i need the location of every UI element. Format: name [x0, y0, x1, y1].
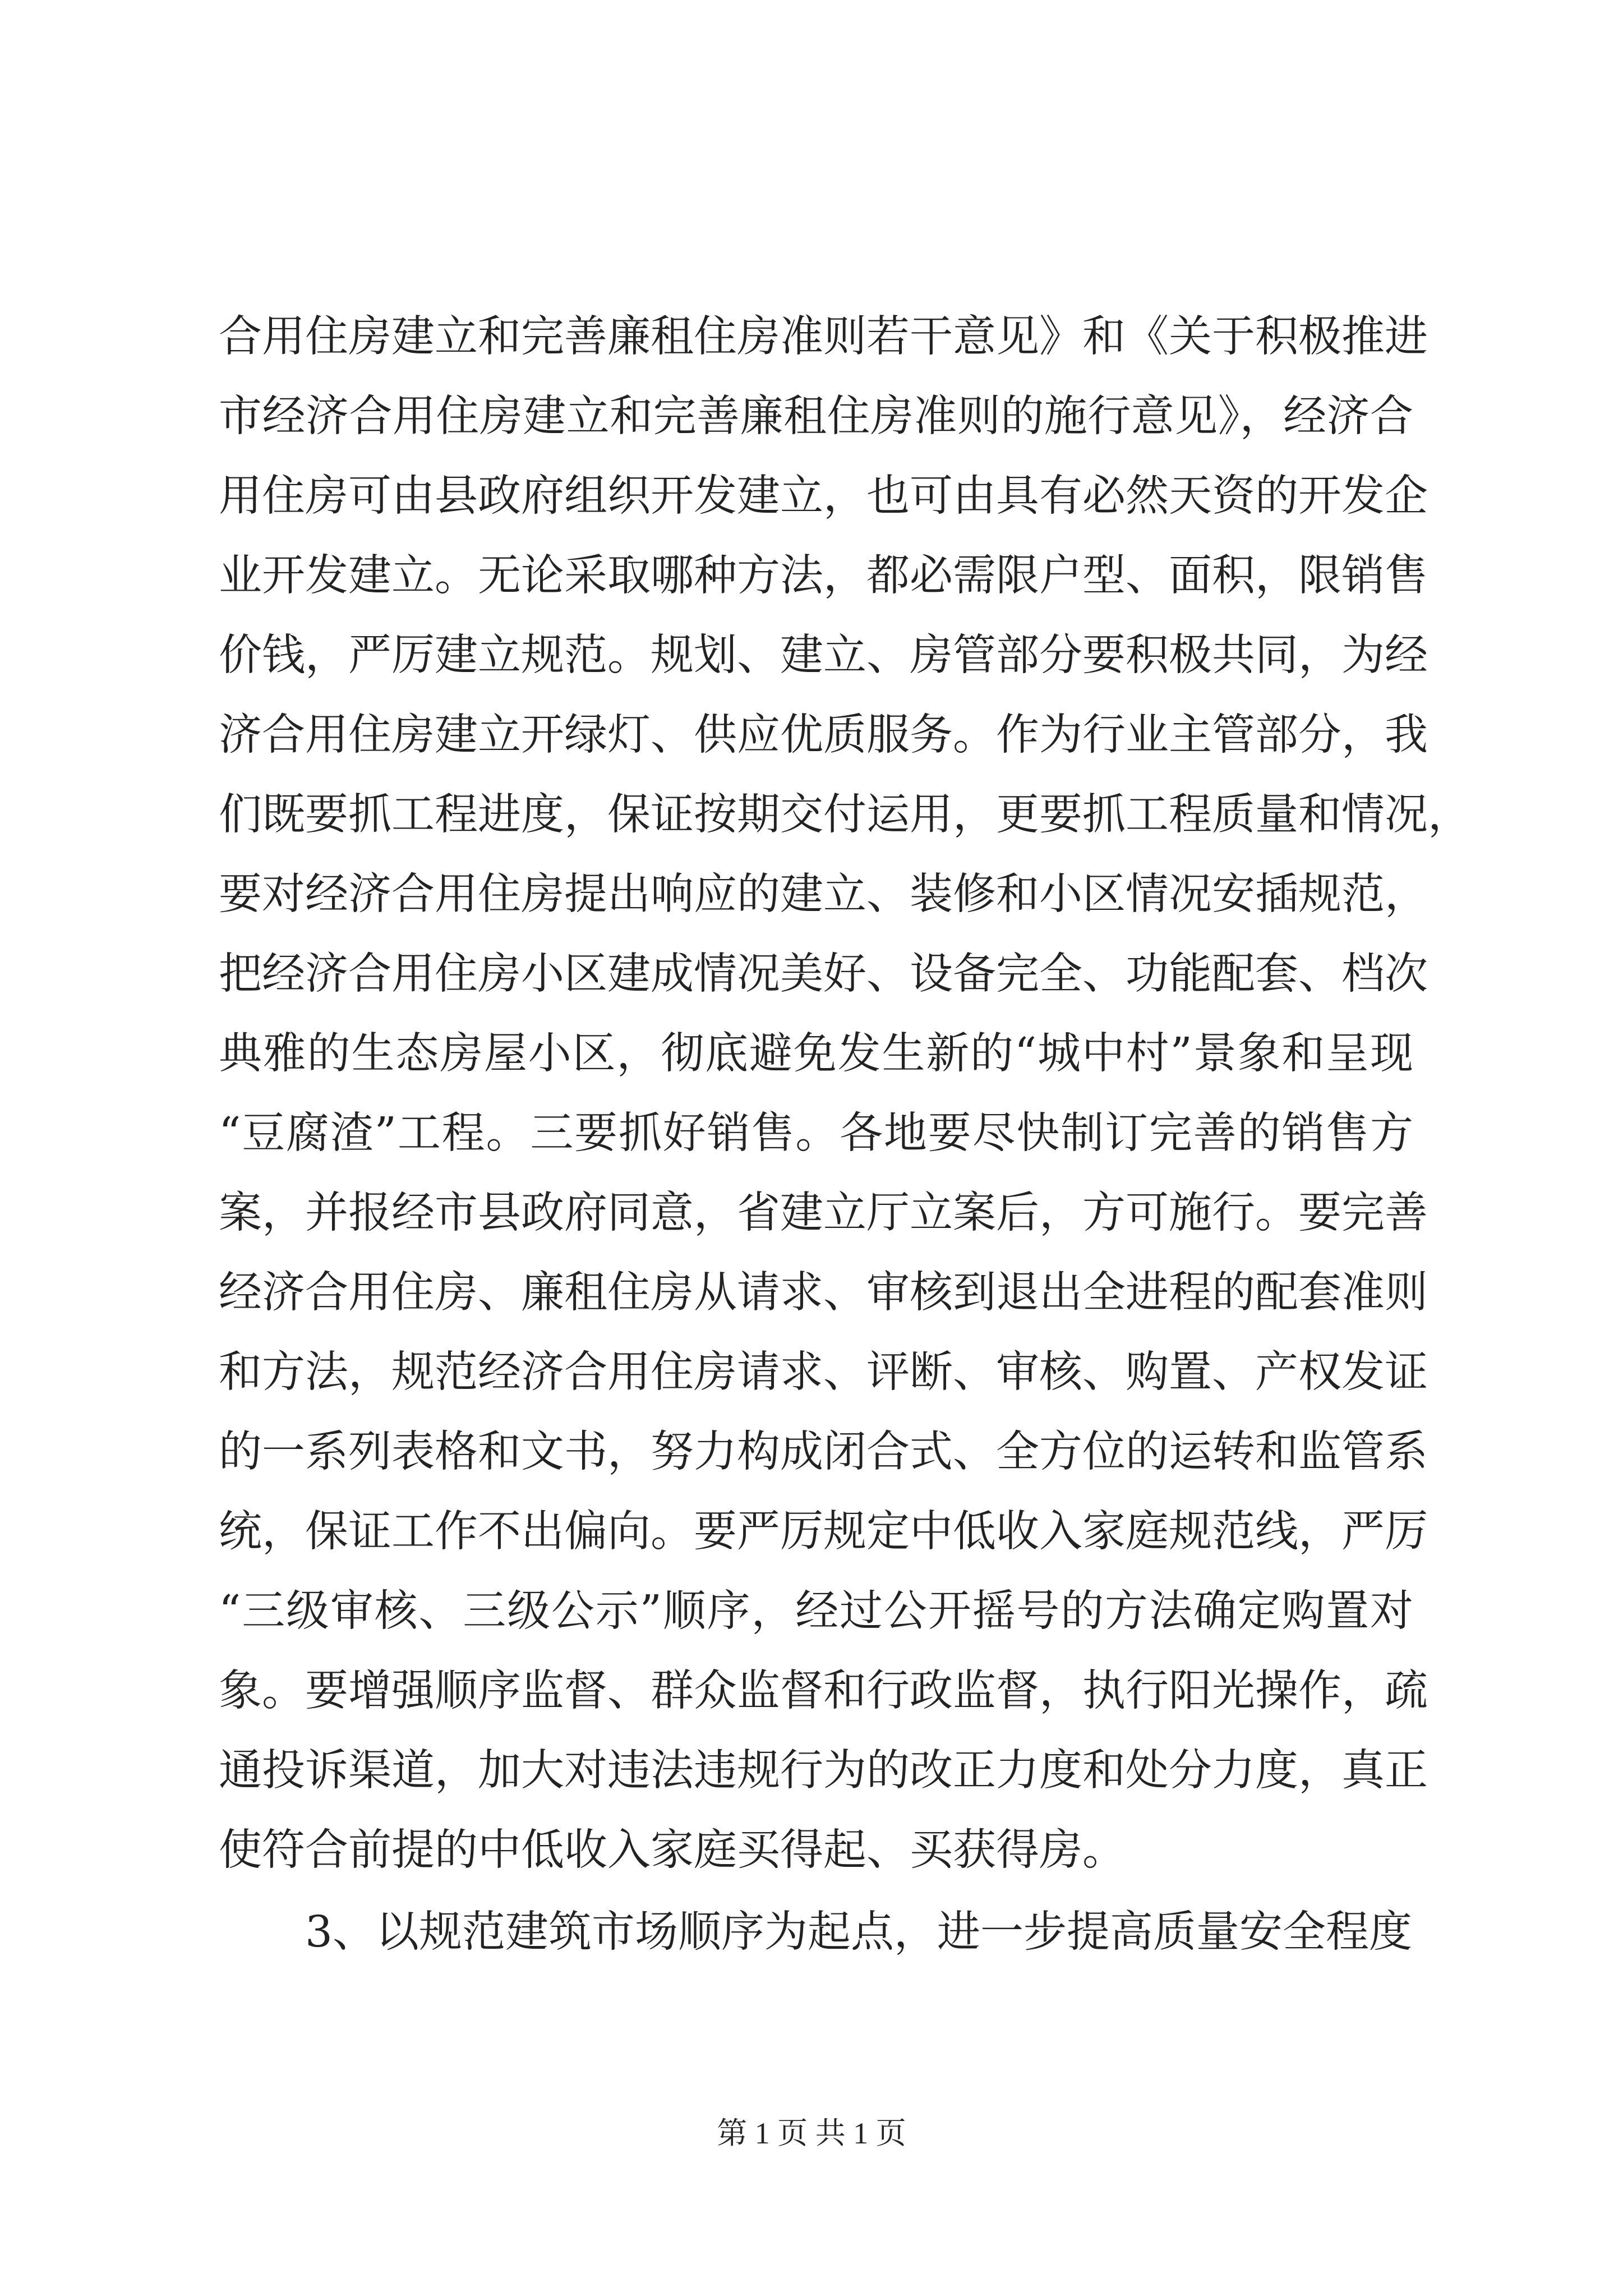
paragraph-line: 象。要增强顺序监督、群众监督和行政监督，执行阳光操作，疏: [219, 1666, 1428, 1716]
paragraph-line: 统，保证工作不出偏向。要严厉规定中低收入家庭规范线，严厉: [219, 1507, 1428, 1557]
paragraph-line: 济合用住房建立开绿灯、供应优质服务。作为行业主管部分，我: [219, 710, 1428, 760]
paragraph-line: 业开发建立。无论采取哪种方法，都必需限户型、面积，限销售: [219, 551, 1428, 601]
paragraph-line: 使符合前提的中低收入家庭买得起、买获得房。: [219, 1825, 1126, 1875]
paragraph-line: 把经济合用住房小区建成情况美好、设备完全、功能配套、档次: [219, 949, 1428, 999]
paragraph-line: 们既要抓工程进度，保证按期交付运用，更要抓工程质量和情况，: [219, 790, 1471, 840]
paragraph-line: 的一系列表格和文书，努力构成闭合式、全方位的运转和监管系: [219, 1427, 1428, 1477]
page-number-label: 第 1 页 共 1 页: [717, 2116, 906, 2150]
paragraph-line: 经济合用住房、廉租住房从请求、审核到退出全进程的配套准则: [219, 1268, 1428, 1318]
paragraph-line: 用住房可由县政府组织开发建立，也可由具有必然天资的开发企: [219, 471, 1428, 521]
paragraph-line: 典雅的生态房屋小区，彻底避免发生新的“城中村”景象和呈现: [219, 1029, 1413, 1079]
body-text: [219, 297, 1471, 1972]
paragraph-line: 价钱，严厉建立规范。规划、建立、房管部分要积极共同，为经: [219, 631, 1428, 680]
paragraph-line: 和方法，规范经济合用住房请求、评断、审核、购置、产权发证: [219, 1347, 1428, 1397]
section-heading: 3、以规范建筑市场顺序为起点，进一步提高质量安全程度: [305, 1907, 1412, 1957]
paragraph-line: 案，并报经市县政府同意，省建立厅立案后，方可施行。要完善: [219, 1188, 1428, 1238]
paragraph-line: 市经济合用住房建立和完善廉租住房准则的施行意见》，经济合: [219, 392, 1413, 441]
paragraph-line: 合用住房建立和完善廉租住房准则若干意见》和《关于积极推进: [219, 312, 1428, 362]
paragraph-line: 要对经济合用住房提出响应的建立、装修和小区情况安插规范，: [219, 869, 1428, 919]
paragraph-line: 通投诉渠道，加大对违法违规行为的改正力度和处分力度，真正: [219, 1746, 1428, 1796]
paragraph-line: “三级审核、三级公示”顺序，经过公开摇号的方法确定购置对: [219, 1586, 1413, 1636]
page-footer: [0, 2109, 1623, 2152]
paragraph-line: “豆腐渣”工程。三要抓好销售。各地要尽快制订完善的销售方: [219, 1108, 1413, 1158]
